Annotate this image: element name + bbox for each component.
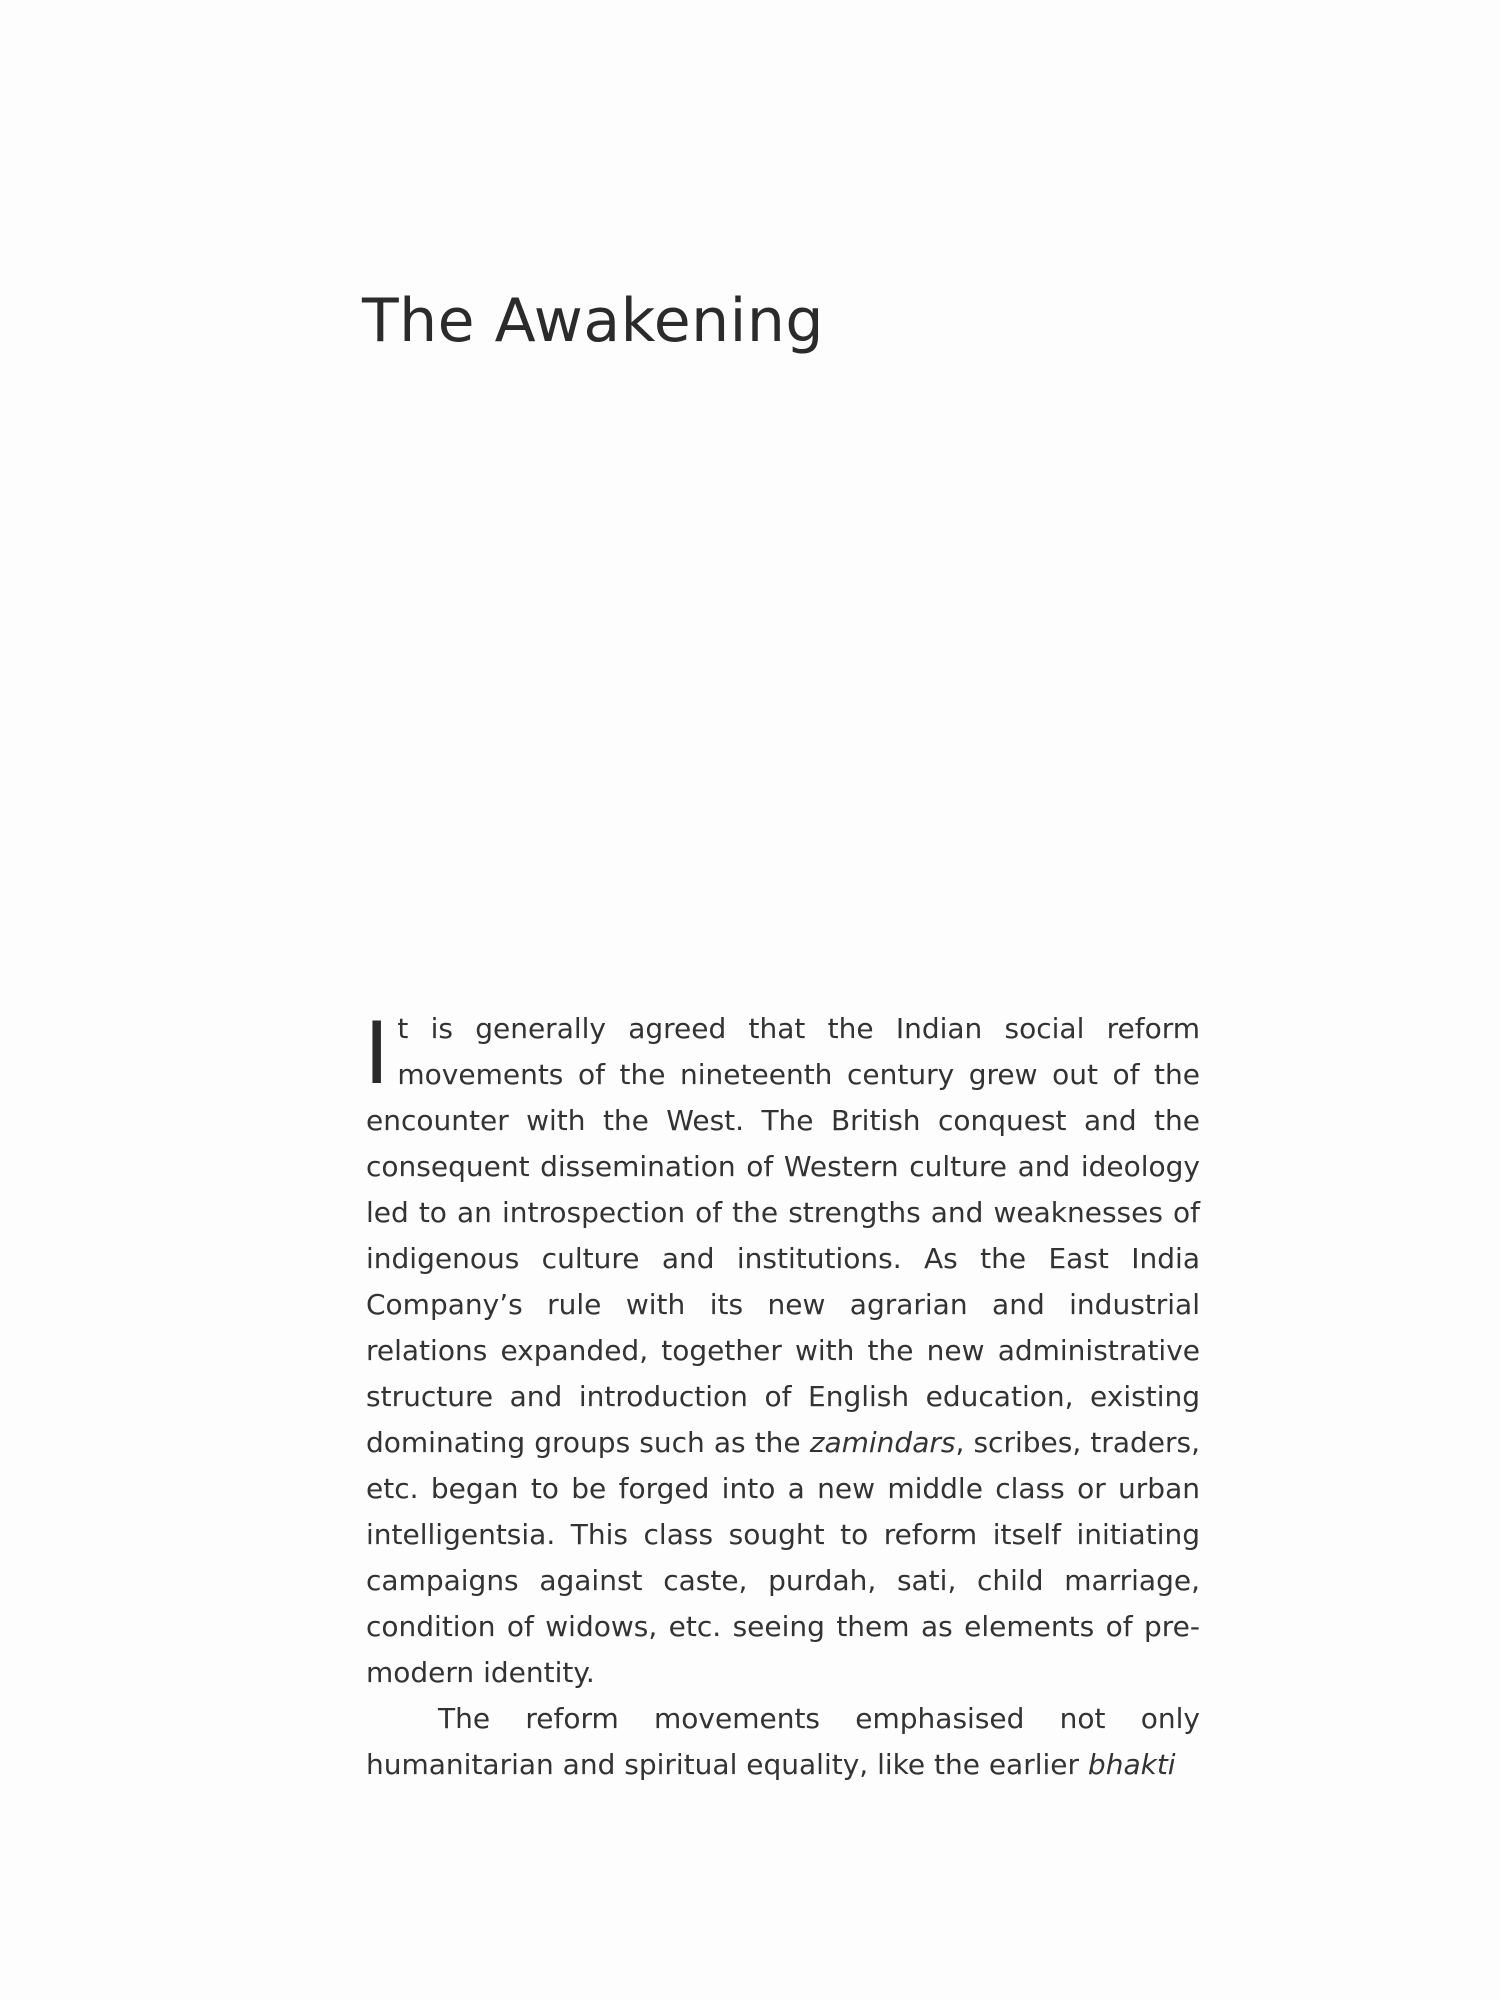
paragraph-1-text-a: t is generally agreed that the Indian social reform movements of the nineteenth century grew out of the encounter with the West. The British conquest and the consequent dissemination of Western culture and ideology led to an introspection of the strengths and weaknesses of indigenous culture and institutions. As the East India Company’s rule with its new agrarian and industrial relations expanded, together with the new administrative structure and introduction of English education, existing dominating groups such as the (366, 1012, 1200, 1459)
paragraph-2 (366, 1696, 1200, 1788)
chapter-title: The Awakening (362, 286, 824, 356)
paragraph-2-italic-term: bhakti (1087, 1748, 1176, 1781)
chapter-body (366, 1006, 1200, 1788)
paragraph-2-text-a: The reform movements emphasised not only humanitarian and spiritual equality, like the earlier (366, 1702, 1200, 1781)
paragraph-1-text-b: , scribes, traders, etc. began to be forged into a new middle class or urban intelligentsia. This class sought to reform itself initiating campaigns against caste, purdah, sati, child marriage, condition of widows, etc. seeing them as elements of pre-modern identity. (366, 1426, 1200, 1689)
paragraph-1 (366, 1006, 1200, 1696)
paragraph-1-italic-term: zamindars (809, 1426, 956, 1459)
drop-cap: I (364, 1004, 390, 1104)
